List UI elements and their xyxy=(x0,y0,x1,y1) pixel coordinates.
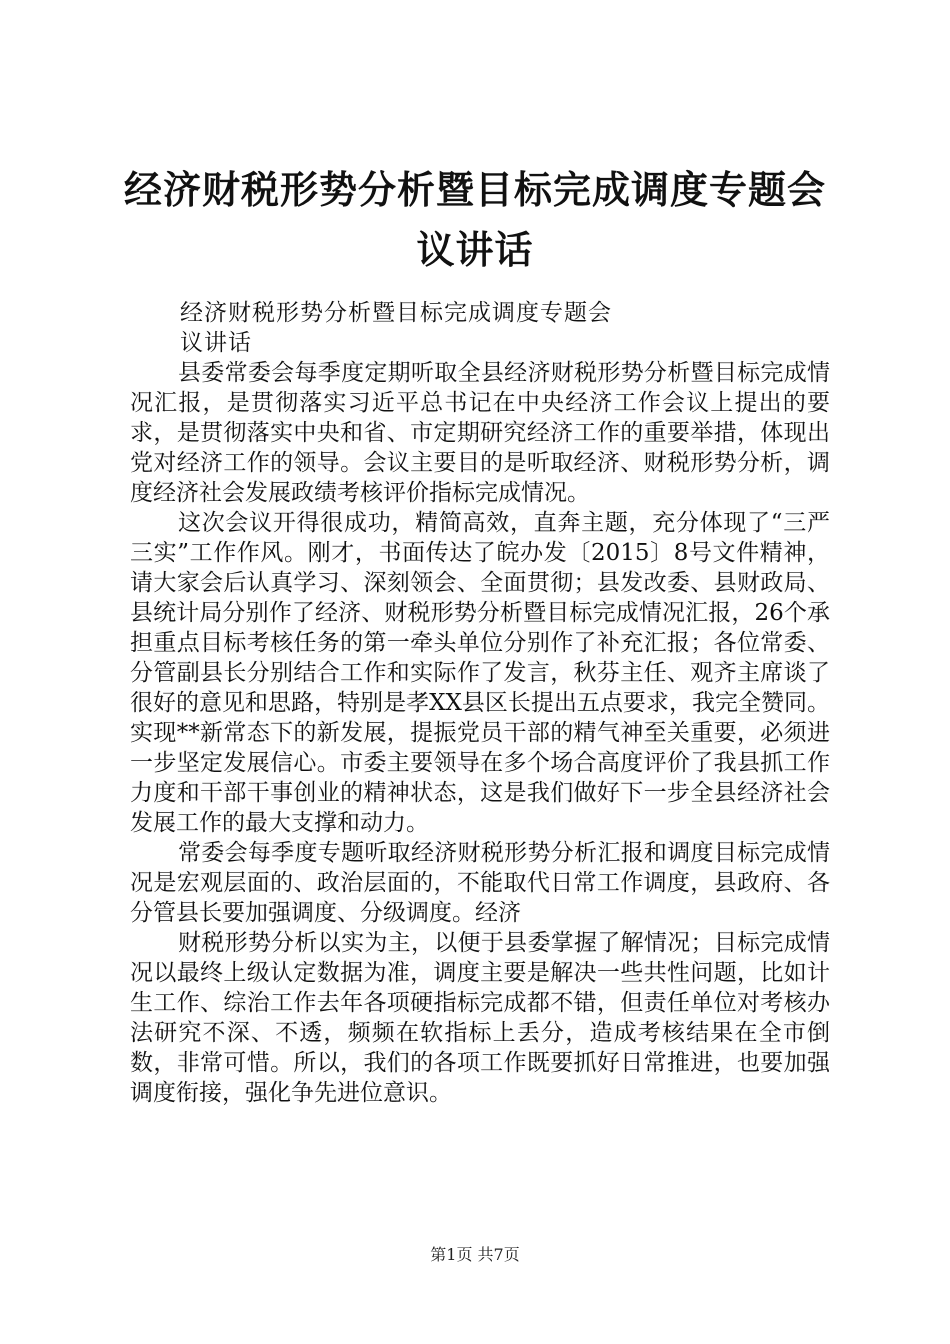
body-paragraph: 常委会每季度专题听取经济财税形势分析汇报和调度目标完成情况是宏观层面的、政治层面的，不能取代日常工作调度，县政府、各分管县长要加强调度、分级调度。经济 xyxy=(130,840,830,926)
body-paragraph: 这次会议开得很成功，精简高效，直奔主题，充分体现了“三严三实”工作作风。刚才，书面传达了皖办发〔2015〕8号文件精神，请大家会后认真学习、深刻领会、全面贯彻；县发改委、县财政局、县统计局分别作了经济、财税形势分析暨目标完成情况汇报，26个承担重点目标考核任务的第一牵头单位分别作了补充汇报；各位常委、分管副县长分别结合工作和实际作了发言，秋芬主任、观齐主席谈了很好的意见和思路，特别是孝XX县区长提出五点要求，我完全赞同。实现**新常态下的新发展，提振党员干部的精气神至关重要，必须进一步坚定发展信心。市委主要领导在多个场合高度评价了我县抓工作力度和干部干事创业的精神状态，这是我们做好下一步全县经济社会发展工作的最大支撑和动力。 xyxy=(130,510,830,836)
document-subtitle xyxy=(130,298,830,358)
page-number-footer: 第1页 共7页 xyxy=(430,1245,520,1264)
document-body xyxy=(130,298,830,1108)
body-paragraph: 财税形势分析以实为主，以便于县委掌握了解情况；目标完成情况以最终上级认定数据为准，调度主要是解决一些共性问题，比如计生工作、综治工作去年各项硬指标完成都不错，但责任单位对考核办法研究不深、不透，频频在软指标上丢分，造成考核结果在全市倒数，非常可惜。所以，我们的各项工作既要抓好日常推进，也要加强调度衔接，强化争先进位意识。 xyxy=(130,930,830,1106)
subtitle-line: 经济财税形势分析暨目标完成调度专题会 xyxy=(180,300,612,326)
subtitle-line: 议讲话 xyxy=(180,330,252,356)
body-paragraph: 县委常委会每季度定期听取全县经济财税形势分析暨目标完成情况汇报，是贯彻落实习近平总书记在中央经济工作会议上提出的要求，是贯彻落实中央和省、市定期研究经济工作的重要举措，体现出党对经济工作的领导。会议主要目的是听取经济、财税形势分析，调度经济社会发展政绩考核评价指标完成情况。 xyxy=(130,360,830,506)
document-title: 经济财税形势分析暨目标完成调度专题会议讲话 xyxy=(123,167,826,272)
